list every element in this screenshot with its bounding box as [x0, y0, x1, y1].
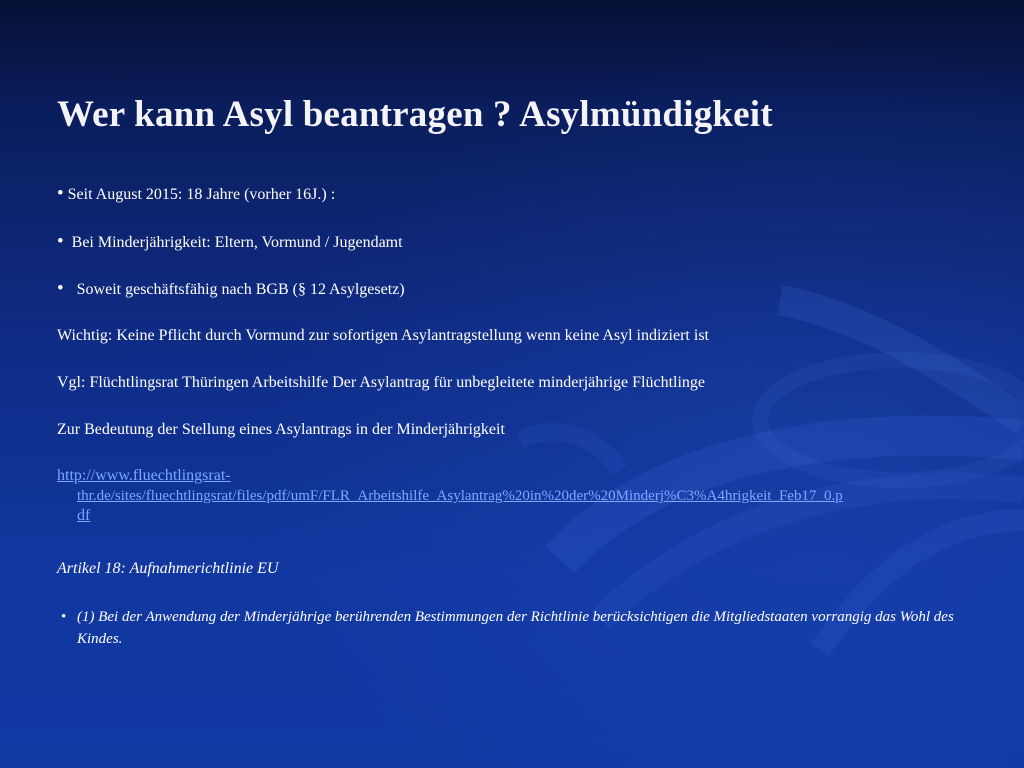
bullet-text: Seit August 2015: 18 Jahre (vorher 16J.) : — [67, 186, 336, 203]
bullet-text: Bei Minderjährigkeit: Eltern, Vormund / Jugendamt — [71, 234, 403, 251]
link-line-3[interactable]: df — [77, 507, 91, 524]
article-quote-text: (1) Bei der Anwendung der Minderjährige berührenden Bestimmungen der Richtlinie berücksichtigen die Mitgliedstaaten vorrangig das Wohl des Kindes. — [77, 609, 954, 647]
slide-content — [57, 88, 967, 647]
bullet-icon: • — [57, 183, 64, 204]
bullet-icon: • — [57, 278, 64, 299]
article-quote — [57, 606, 962, 650]
important-note: Wichtig: Keine Pflicht durch Vormund zur sofortigen Asylantragstellung wenn keine Asyl indiziert ist — [57, 327, 709, 344]
arbeitshilfe-link[interactable] — [57, 466, 843, 526]
bullet-icon: • — [57, 231, 64, 252]
significance-note: Zur Bedeutung der Stellung eines Asylantrags in der Minderjährigkeit — [57, 421, 505, 438]
slide-title: Wer kann Asyl beantragen ? Asylmündigkeit — [57, 94, 773, 135]
link-text[interactable] — [57, 466, 843, 526]
bullet-text: Soweit geschäftsfähig nach BGB (§ 12 Asylgesetz) — [76, 281, 405, 298]
bullet-item-age — [57, 184, 335, 205]
bullet-icon: • — [61, 609, 67, 625]
bullet-item-capacity — [57, 279, 405, 300]
bullet-item-minors — [57, 232, 403, 253]
article-heading: Artikel 18: Aufnahmerichtlinie EU — [57, 560, 279, 577]
reference-note: Vgl: Flüchtlingsrat Thüringen Arbeitshilfe Der Asylantrag für unbegleitete minderjährige Flüchtlinge — [57, 374, 705, 391]
link-line-1[interactable]: http://www.fluechtlingsrat- — [57, 467, 231, 484]
link-line-2[interactable]: thr.de/sites/fluechtlingsrat/files/pdf/umF/FLR_Arbeitshilfe_Asylantrag%20in%20der%20Minderj%C3%A4hrigkeit_Feb17_0.p — [77, 488, 843, 504]
